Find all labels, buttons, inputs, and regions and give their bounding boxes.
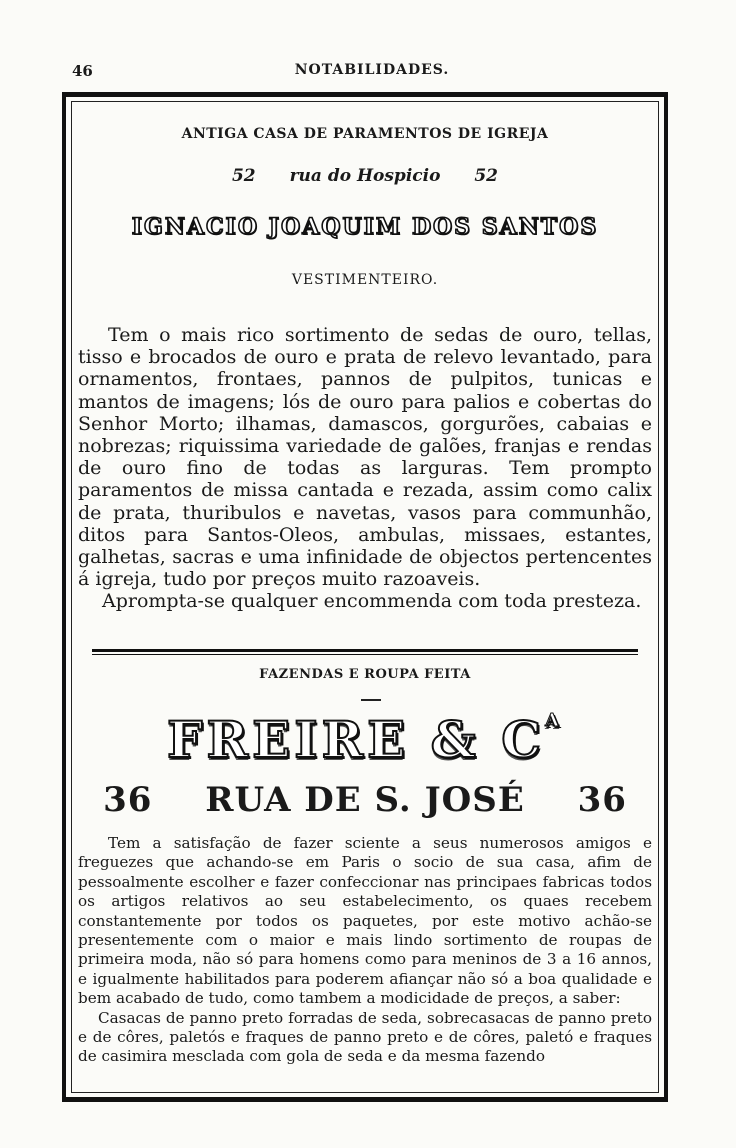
ad2-paragraph-1: Tem a satisfação de fazer sciente a seus numerosos amigos e freguezes que achando-se em Paris o socio de sua casa, afim de pessoalmente escolher e fazer confeccionar nas principaes fabricas todos os artigos relativos ao seu estabelecimento, os quaes recebem constantemente por todos os paquetes, por este motivo achão-se presentemente com o maior e mais lindo sortimento de roupas de primeira moda, não só para homens como para meninos de 3 a 16 annos, e igualmente habilitados para poderem afiançar não só a boa qualidade e bem acabado de tudo, como tambem a modicidade de preços, a saber: (78, 834, 652, 1008)
ad2-address-number-right: 36 (577, 780, 627, 820)
ad2-paragraph-2: Casacas de panno preto forradas de seda, sobrecasacas de panno preto e de côres, paletós e fraques de panno preto e de côres, paletó e fraques de casimira mesclada com gola de seda e da mesma fazendo (78, 1008, 652, 1066)
ad1-address-street: rua do Hospicio (289, 166, 441, 186)
ad2-merchant-name-text: FREIRE & C (167, 710, 545, 769)
ad1-heading: ANTIGA CASA DE PARAMENTOS DE IGREJA (181, 126, 549, 142)
page-header (72, 62, 672, 82)
ad1-trade: VESTIMENTEIRO. (291, 272, 439, 288)
ad2-address (72, 780, 658, 820)
ad2-body (78, 834, 652, 1067)
ad1-merchant-name: IGNACIO JOAQUIM DOS SANTOS (131, 214, 599, 240)
ad1-address-number-right: 52 (474, 166, 499, 186)
ad2-heading: FAZENDAS E ROUPA FEITA (259, 667, 471, 682)
advertisement-frame (62, 92, 668, 1102)
ad1-address-number-left: 52 (231, 166, 256, 186)
ad-separator-rule (92, 649, 638, 655)
ad2-merchant-name (72, 710, 658, 769)
page-number: 46 (72, 62, 93, 80)
ad1-address (72, 166, 658, 186)
advertisement-inner-border (71, 101, 659, 1093)
ad2-address-number-left: 36 (103, 780, 153, 820)
running-title: NOTABILIDADES. (294, 62, 450, 78)
ad1-body (78, 324, 652, 613)
ad2-dash-rule (361, 699, 381, 701)
ad2-address-street: RUA DE S. JOSÉ (205, 780, 525, 820)
ad2-merchant-name-superscript: A (545, 710, 563, 731)
ad1-paragraph-2: Apromptа-se qualquer encommenda com toda presteza. (102, 590, 642, 613)
ad1-paragraph-1: Tem o mais rico sortimento de sedas de ouro, tellas, tisso e brocados de ouro e prata de relevo levantado, para ornamentos, frontaes, pannos de pulpitos, tunicas e mantos de imagens; lós de ouro para palios e cobertas do Senhor Morto; ilhamas, damascos, gorgurões, cabaias e nobrezas; riquissima variedade de galões, franjas e rendas de ouro fino de todas as larguras. Tem prompto paramentos de missa cantada e rezada, assim como calix de prata, thuribulos e navetas, vasos para communhão, ditos para Santos-Oleos, ambulas, missaes, estantes, galhetas, sacras e uma infinidade de objectos pertencentes á igreja, tudo por preços muito razoaveis. (78, 324, 652, 591)
